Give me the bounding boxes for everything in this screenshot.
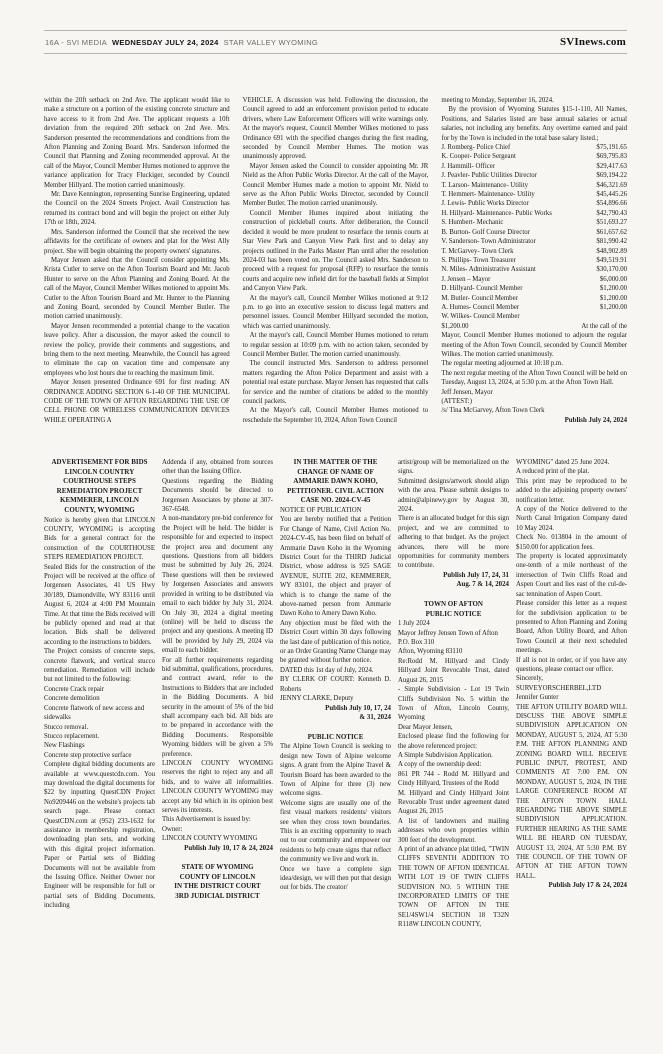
minutes-column-1 <box>44 96 230 442</box>
body-paragraph: The property is located approximately one-tenth of a mile northeast of the intersection of Twin Cliffs Road and Aspen Court and lies east of the cul-de-sac tennination of Aspen Court. <box>516 553 627 598</box>
salary-amount: $69,194.22 <box>596 172 627 180</box>
employee-name: J. Romberg- Police Chief <box>441 144 511 152</box>
salary-amount: $1,200.00 <box>599 294 627 302</box>
salary-amount: $81,990.42 <box>596 238 627 246</box>
employee-name: M. Butler- Council Member <box>441 294 518 302</box>
body-paragraph: Mr. Dave Kennington, representing Sunrise Engineering, updated the Council on the 2024 Streets Project. Avail Construction has returned its contract bond and will begin the project on either July 17th or 18th, 2024. <box>44 191 230 227</box>
publish-date: Aug. 7 & 14, 2024 <box>456 581 509 589</box>
publish-date-line <box>441 416 627 426</box>
text-line: Stucco removal. <box>44 723 89 731</box>
split-line <box>441 322 627 331</box>
employee-name: T. Hemmert- Maintenance- Utility <box>441 191 535 199</box>
salary-row <box>441 162 627 171</box>
body-paragraph: The next regular meeting of the Afton Town Council will be held on Tuesday, August 13, 2024, at 5:30 p.m. at the Afton Town Hall. <box>441 369 627 387</box>
salary-row <box>441 171 627 180</box>
text-line: Concrete demolition <box>44 695 100 703</box>
salary-row <box>441 312 627 321</box>
text-line: Concrete Crack repair <box>44 685 105 693</box>
salary-row <box>441 152 627 161</box>
body-paragraph: Mayor Jensen asked the Council to consider appointing Mr. JR Nield as the Afton Public Works Director. At the call of the Mayor, Council Member Humes made a motion to appoint Mr. Nield to serve as the Afton Public Works Director, seconded by Council Member Butler. The motion carried unanimously. <box>242 162 429 208</box>
body-paragraph: There is an allocated budget for this sign project, and we are committed to adhering to that budget. As the project advances, there will be more opportunities for community members to contribute. <box>398 515 509 570</box>
body-paragraph: Once we have a complete sign idea/design, we will then put that design out for bids. The creator/ <box>280 865 391 892</box>
body-paragraph: At the mayor's call, Council Member Wilkes motioned at 9:12 p.m. to go into an executive session to discuss legal matters and personnel issues. Council Member Hillyard seconded the motion, which was carried unanimously. <box>242 294 429 330</box>
employee-name: W. Wilkes- Council Member <box>441 313 520 321</box>
salary-amount: $6,000.00 <box>599 275 627 283</box>
split-left: $1,200.00 <box>441 322 469 330</box>
minutes-column-2 <box>243 96 429 442</box>
salary-row <box>441 294 627 303</box>
notice-heading-line: TOWN OF AFTON <box>424 600 483 609</box>
text-line: /s/ Tina McGarvey, Afton Town Clerk <box>441 407 545 415</box>
text-line: Jennifer Gunter <box>516 694 559 702</box>
notice-heading-line: COURTHOUSE STEPS <box>63 477 136 486</box>
employee-name: D. Hillyard- Council Member <box>441 285 523 293</box>
employee-name: S. Humbert- Mechanic <box>441 219 504 227</box>
publish-date-line <box>398 571 509 590</box>
salary-amount: $45,445.26 <box>596 191 627 199</box>
salary-row <box>441 218 627 227</box>
salary-amount: $54,896.66 <box>596 200 627 208</box>
notice-heading-line: PUBLIC NOTICE <box>307 732 364 741</box>
text-line: Dear Mayor Jensen, <box>398 723 453 731</box>
body-paragraph: Complete digital bidding documents are available at www.questcdn.com. You may download the digital documents for $22 by inputting QuestCDN Project No9209446 on the website's projects tab search page. Please contact QuestCDN.com at (952) 233-1632 for assistance in membership registration, downloading plan sets, and working with this digital project information. Paper or Partial sets of Bidding Documents will not be available from the Issuing Office. Neither Owner nor Engineer will be responsible for full or partial sets of Bidding Documents, including <box>44 761 155 910</box>
notice-heading-line: COUNTY OF LINCOLN <box>179 872 256 881</box>
body-paragraph: A reduced print of the plat. <box>516 468 590 476</box>
text-line: Concrete flatwork of new access and sidewalks <box>44 704 145 722</box>
spacer <box>398 590 509 600</box>
body-paragraph: A Simple Subdivision Application. <box>398 751 493 759</box>
salary-amount: $29,417.63 <box>596 162 627 170</box>
body-paragraph: A copy of the ownership deed: <box>398 761 482 769</box>
salary-row <box>441 209 627 218</box>
body-paragraph: Mayor Jensen recommended a potential change to the vacation leave policy. After a discussion, the mayor asked the council to review the policy, provide their comments and suggestions, and bring them to the next meeting. Meanwhile, the Council has agreed to eliminate the cap on vacation time and compensate any employees who lost hours due to reaching the maximum limit. <box>44 322 230 377</box>
legal-notices-section <box>44 458 627 1024</box>
salary-row <box>441 228 627 237</box>
notice-heading-line: COUNTY, WYOMING <box>64 505 135 514</box>
notice-heading-line: PETITIONER. CIVIL ACTION <box>287 486 384 495</box>
text-line: Afton, Wyoming 83110 <box>398 648 463 656</box>
notice-heading-line: CHANGE OF NAME OF <box>297 467 374 476</box>
notice-heading-line: LINCOLN COUNTRY <box>64 467 135 476</box>
body-paragraph: Council Member Humes inquired about initiating the construction of pickleball courts. After deliberation, the Council decided it would be more prudent to resurface the tennis courts at Star View Park and Canyon View Park first and to delay any projects outlined in the Parks Master Plan until after the resolution 2024-03 has been voted on. The Council asked Mrs. Sanderson to proceed with a request for proposal (RFP) to resurface the tennis courts and acquire new infield dirt for the baseball fields at Simplot and Canyon View Park. <box>242 209 429 293</box>
folio-line <box>45 38 318 47</box>
body-paragraph: Mayor Jeffrey Jensen Town of Afton <box>398 629 498 637</box>
salary-amount: $1,200.00 <box>599 285 627 293</box>
notice-heading-line: REMEDIATION PROJECT <box>56 486 143 495</box>
employee-name: S. Phillips- Town Treasurer <box>441 256 516 264</box>
body-paragraph: Mayor, Council Member Humes motioned to adjourn the regular meeting of the Afton Town Council, seconded by Council Member Wilkes. The motion carried unanimously. <box>441 332 627 358</box>
notice-heading <box>398 600 509 619</box>
notice-heading-line: IN THE MATTER OF THE <box>293 458 378 466</box>
publish-date: & 31, 2024 <box>359 714 391 722</box>
body-paragraph: - Simple Subdivision - Lot 19 Twin Cliffs Subdivision No. 5 within the Town of Afton, Lincoln County, Wyoming <box>398 686 509 722</box>
salary-amount: $48,902.89 <box>596 247 627 255</box>
body-paragraph: Any objection must be filed with the District Court within 30 days following the last date of publication of this notice, or an Order Granting Name Change may be granted without further notice. <box>280 619 391 665</box>
body-paragraph: At the mayor's call, Council Member Humes motioned to return to regular session at 10:09 p.m. with no action taken, seconded by Council Member Butler. The motion carried unanimously. <box>242 332 429 358</box>
body-paragraph: M. Hillyard and Cindy Hillyard Joint Revocable Trust under agreement dated August 26, 2015 <box>398 789 509 816</box>
text-line: LINCOLN COUNTY WYOMING <box>162 835 258 843</box>
body-paragraph: Submitted designs/artwork should align with the area. Please submit designs to admin@alpinewy.gov by August 30, 2024. <box>398 477 509 514</box>
notice-heading <box>162 863 273 901</box>
salary-amount: $46,321.69 <box>596 181 627 189</box>
salary-amount: $51,693.27 <box>596 219 627 227</box>
salary-amount: $30,170.00 <box>596 266 627 274</box>
salary-row <box>441 303 627 312</box>
salary-amount: $75,191.65 <box>596 144 627 152</box>
publish-date-line <box>516 881 627 891</box>
notice-heading-line: CASE NO. 2024-CV-45 <box>300 496 371 505</box>
employee-name: N. Miles- Administrative Assistant <box>441 266 536 274</box>
salary-row <box>441 265 627 274</box>
body-paragraph: Addenda if any, obtained from sources other than the Issuing Office. <box>162 459 273 476</box>
body-paragraph: Enclosed please find the following for the above referenced project: <box>398 733 509 750</box>
employee-name: V. Sanderson- Town Administrator <box>441 238 536 246</box>
body-paragraph: Mayor Jensen asked that the Council consider appointing Ms. Krista Cutler to serve on the Afton Tourism Board and Mr. Jacob Hunter to serve on the Afton Planning and Zoning Board. At the call of the Mayor, Council Member Wilkes motioned to appoint Ms. Cutler to the Afton Tourism Board and Mr. Hunter to the Planning and Zoning Board, seconded by Council Member Butler. The motion carried unanimously. <box>44 256 230 321</box>
publish-date: Publish July 10, 17, 24 <box>325 704 391 712</box>
salary-row <box>441 256 627 265</box>
salary-amount: $61,657.62 <box>596 228 627 236</box>
salary-row <box>441 181 627 190</box>
notice-heading-line: ADVERTISEMENT FOR BIDS <box>51 458 148 466</box>
page-label: 16A - SVI MEDIA <box>45 37 108 47</box>
legal-column-2 <box>162 458 273 1024</box>
legal-column-5 <box>516 458 627 1024</box>
employee-name: B. Burton- Golf Course Director <box>441 228 530 236</box>
salary-row <box>441 143 627 152</box>
notice-heading-line: IN THE DISTRICT COURT <box>174 882 261 891</box>
notice-heading-line: KEMMERER, LINCOLN <box>60 496 139 505</box>
text-line: Owner: <box>162 825 183 833</box>
body-paragraph: Mayor Jensen presented Ordinance 691 for first reading: AN ORDINANCE ADDING SECTION 6-1-40 OF THE MUNICIPAL CODE OF THE TOWN OF AFTON REGARDING THE USE OF CELL PHONE OR WIRELESS COMMUNICATION DEVICES WHILE OPERATING A <box>44 379 230 424</box>
body-paragraph: The council instructed Mrs. Sanderson to address personnel matters regarding the Afton Police Department and assist with a potential real estate purchase. Mayor Jensen has requested that calls for service and the number of citations be added to the monthly council packets. <box>242 360 429 405</box>
body-paragraph: DATED this 1st day of July, 2024. <box>280 666 374 674</box>
body-paragraph: Sealed Bids for the construction of the Project will be received at the office of Jorgensen Associates, 41 US Hwy 30/189, Diamondville, WY 83116 until August 6, 2024 at 4:00 PM Mountain Time. At that time the Bids received will be publicly opened and read at that location. Bids shall be delivered according to the instructions to bidders. <box>44 563 155 646</box>
body-paragraph: The Project consists of concrete steps, concrete flatwork, and vertical stucco remediation. Remediation will include but not limited to the following: <box>44 648 155 684</box>
body-paragraph: Questions regarding the Bidding Documents should be directed to Jorgensen Associates by phone at 307-367-6548. <box>162 477 273 514</box>
body-paragraph: meeting to Monday, September 16, 2024. <box>441 97 554 104</box>
employee-name: A. Humes- Council Member <box>441 303 520 311</box>
body-paragraph: 861 PR 744 - Rodd M. Hillyard and Cindy Hillyard, Trustees of the Rodd <box>398 770 509 788</box>
issue-date: WEDNESDAY JULY 24, 2024 <box>112 37 219 47</box>
notice-heading <box>280 458 391 506</box>
salary-row <box>441 247 627 256</box>
body-paragraph: VEHICLE. A discussion was held. Following the discussion, the Council agreed to add an enforcement provision period to educate drivers, where Law Enforcement Officers will write warnings only. At the mayor's request, Council Member Wilkes motioned to pass Ordinance 691 with the specified changes during the first reading, seconded by Council Member Humes. The motion was unanimously approved. <box>242 97 429 161</box>
minutes-column-3 <box>441 96 627 442</box>
publish-date: Publish July 17, 24, 31 <box>443 571 509 579</box>
body-paragraph: Please consider this letter as a request for the subdivision application to be presented to Afton Planning and Zoning Board, Afton Utility Board, and Afton Town Council at their next scheduled meetings. <box>516 600 627 655</box>
legal-column-1 <box>44 458 155 1024</box>
notice-heading-line: AMMARIE DAWN KOHO, <box>293 477 378 486</box>
text-line: Concrete step protective surface <box>44 751 132 759</box>
council-minutes-section <box>44 96 627 442</box>
body-paragraph: artist/group will be memorialized on the signs. <box>398 459 509 476</box>
salary-row <box>441 190 627 199</box>
employee-name: K. Cooper- Police Sergeant <box>441 153 516 161</box>
salary-amount: $69,795.83 <box>596 153 627 161</box>
salary-row <box>441 275 627 284</box>
body-paragraph: Check No. 013804 in the amount of $150.00 for application fees. <box>516 534 627 551</box>
text-line: Sincerely, <box>516 675 543 683</box>
body-paragraph: BY CLERK OF COURT: Kenneth D. Roberts <box>280 676 391 693</box>
body-paragraph: This print may be reproduced to be added to the adjoining property owners' notification letter. <box>516 477 627 504</box>
body-paragraph: Welcome signs are usually one of the first visual markers residents/ visitors see when they cross town boundaries. This is an exciting opportunity to reach out to our community and empower our residents to help create signs that reflect the community we live and work in. <box>280 799 391 864</box>
body-paragraph: Re:Rodd M. Hillyard and Cindy Hillyard Joint Revocable Trust, dated August 26, 2015 <box>398 657 509 684</box>
publish-date-line <box>280 704 391 723</box>
page-header <box>44 30 627 54</box>
body-paragraph: A copy of the Notice delivered to the North Canal Irrigation Company dated 10 May 2024. <box>516 506 627 532</box>
body-paragraph: Notice is hereby given that LINCOLN COUNTY, WYOMING is accepting Bids for a general contract for the construction of the COURTHOUSE STEPS REMEDIATION PROJECT. <box>44 516 155 562</box>
body-paragraph: This Advertisement is issued by: <box>162 816 251 824</box>
salary-row <box>441 199 627 208</box>
edition-location: STAR VALLEY WYOMING <box>223 37 319 47</box>
body-paragraph: The regular meeting adjourned at 10:18 p.m. <box>441 360 563 368</box>
text-line: JENNY CLARKE, Deputy <box>280 695 354 703</box>
body-paragraph: At the Mayor's call, Council Member Humes motioned to reschedule the September 10, 2024, Afton Town Council <box>242 407 429 424</box>
body-paragraph: A list of landowners and mailing addresses who own properties within 300 feet of the development. <box>398 817 509 844</box>
text-line: SURVEYORSCHERBEL,LTD <box>516 684 602 692</box>
notice-heading <box>44 458 155 516</box>
spacer <box>162 853 273 863</box>
text-line: Jeff Jensen, Mayor <box>441 388 493 396</box>
publish-date-line <box>162 844 273 854</box>
body-paragraph: By the provision of Wyoming Statutes §15-1-110, All Names, Positions, and Salaries listed are base annual salaries or actual salaries, not including any benefits. Any overtime earned and paid for by the Town is included in the total base salary listed.; <box>441 106 627 142</box>
newspaper-page <box>0 30 663 1024</box>
text-line: New Flashings <box>44 742 85 750</box>
body-paragraph: A print of an advance plat titled, "TWIN CLIFFS SEVENTH ADDITION TO THE TOWN OF AFTON IDENTICAL WITH LOT 19 OF TWIN CLIFFS SUDVISION NO. 5 WITHIN THE INCORPORATED LIMITS OF THE TOWN OF AFTON IN THE SE1/4SW1/4 SECTION 18 T32N R118W LINCOLN COUNTY, <box>398 846 509 929</box>
publish-date: Publish July 17 & 24, 2024 <box>548 882 627 890</box>
body-paragraph: within the 20ft setback on 2nd Ave. The applicant would like to make a structure on a portion of the existing concrete structure and have access to it from 2nd Ave. The applicant requests a 10ft deviation from the required 20ft setback on 2nd Ave. Mrs. Sanderson presented the recommendations and conditions from the Afton Planning and Zoning Board. Mrs. Sanderson informed the Council that Planning and Zoning recommended approval. At the call of the Mayor, Council Member Humes motioned to approve the variance application for Tracy Fluckiger, seconded by Council Member Hillyard. The motion carried unanimously. <box>44 97 230 189</box>
notice-heading-line: STATE OF WYOMING <box>181 863 254 872</box>
employee-name: T. Larson- Maintenance- Utility <box>441 181 529 189</box>
employee-name: H. Hillyard- Maintenance- Public Works <box>441 209 552 217</box>
publish-date: Publish July 10, 17 & 24, 2024 <box>184 844 273 852</box>
body-paragraph: If all is not in order, or if you have any questions, please contact our office. <box>516 656 627 673</box>
salary-amount: $1,200.00 <box>599 303 627 311</box>
body-paragraph: LINCOLN COUNTY WYOMING reserves the right to reject any and all bids, and to waive all informalities. LINCOLN COUNTY WYOMING may accept any bid which in its opinion best serves its interests. <box>162 760 273 815</box>
employee-name: J. Lewis- Public Works Director <box>441 200 529 208</box>
text-line: 1 July 2024 <box>398 620 430 628</box>
body-paragraph: For all further requirements regarding bid submittal, qualifications, procedures, and contract award, refer to the Instructions to Bidders that are included in the Bidding Documents. A bid security in the amount of 5% of the bid shall accompany each bid. All bids are to be prepared in accordance with the Bidding Documents. Responsible Wyoming bidders will be given a 5% preference. <box>162 656 273 758</box>
text-line: P.O. Box 310 <box>398 639 435 647</box>
body-paragraph: You are hereby notified that a Petition For Change of Name, Civil Action No. 2024-CV-45, has been filed on behalf of Ammarie Dawn Koho in the Wyoming District Court for the THIRD Judicial District, whose address is 925 SAGE AVENUE, SUITE 202, KEMMERER, WY 83101, the object and prayer of which is to change the name of the above-named person from Ammarie Dawn Koho to Amery Dawn Koho. <box>280 516 391 618</box>
body-paragraph: The Alpine Town Council is seeking to design new Town of Alpine welcome signs. A grant from the Alpine Travel & Tourism Board has been awarded to the Town of Alpine for three (3) new welcome signs. <box>280 743 391 798</box>
split-right: At the call of the <box>581 322 627 330</box>
notice-heading-line: 3RD JUDICIAL DISTRICT <box>175 892 260 901</box>
text-line: Stucco replacement. <box>44 732 100 740</box>
salary-amount: $49,519.91 <box>596 256 627 264</box>
body-paragraph: THE AFTON UTILITY BOARD WILL DISCUSS THE ABOVE SIMPLE SUBDIVISION APPLICATION ON MONDAY, AUGUST 5, 2024, AT 5:30 P.M. THE AFTON PLANNING AND ZONING BOARD WILL RECEIVE PUBLIC INPUT, PROTEST, AND COMMENTS AT 7:00 P.M. ON MONDAY, AUGUST 5, 2024, IN THE LARGE CONFERENCE ROOM AT THE AFTON TOWN HALL REGARDING THE ABOVE SIMPLE SUBDIVISION APPLICATION. FURTHER HEARING AS THE SAME WILL BE HEARD ON TUESDAY, AUGUST 13, 2024, AT 5:30 P.M. BY THE COUNCIL OF THE TOWN OF AFTON AT THE AFTON TOWN HALL. <box>516 703 627 880</box>
notice-heading <box>280 733 391 743</box>
legal-column-3 <box>280 458 391 1024</box>
body-paragraph: A non-mandatory pre-bid conference for the Project will be held. The bidder is responsible for and expected to inspect the project area and document any questions. Questions from all bidders must be submitted by July 26, 2024. These questions will then be reviewed by Jorgensen Associates and answers provided in writing to be distributed via email to each bidder by July 31, 2024. On July 30, 2024 a digital meeting (online) will be held to discuss the project and any questions. A meeting ID will be provided by July 29, 2024 via email to each bidder. <box>162 515 273 655</box>
body-paragraph: Mrs. Sanderson informed the Council that she received the new affidavits for the certificate of owners and plat for the West Ally project. She will begin obtaining the property owners' signatures. <box>44 228 230 255</box>
website-url: SVInews.com <box>559 36 626 48</box>
body-paragraph: WYOMING" dated 25 June 2024. <box>516 459 610 466</box>
employee-name: J. Jensen – Mayor <box>441 275 491 283</box>
publish-date: Publish July 24, 2024 <box>564 416 627 424</box>
salary-row <box>441 284 627 293</box>
text-line: (ATTEST:) <box>441 398 472 405</box>
employee-name: J. Peavler- Public Utilities Director <box>441 172 537 180</box>
spacer <box>280 723 391 733</box>
employee-name: J. Hammill- Officer <box>441 162 496 170</box>
legal-column-4 <box>398 458 509 1024</box>
employee-name: T. McGarvey- Town Clerk <box>441 247 514 255</box>
text-line: NOTICE OF PUBLICATION <box>280 506 362 514</box>
salary-amount: $42,790.43 <box>596 209 627 217</box>
notice-heading-line: PUBLIC NOTICE <box>425 609 482 618</box>
salary-row <box>441 237 627 246</box>
